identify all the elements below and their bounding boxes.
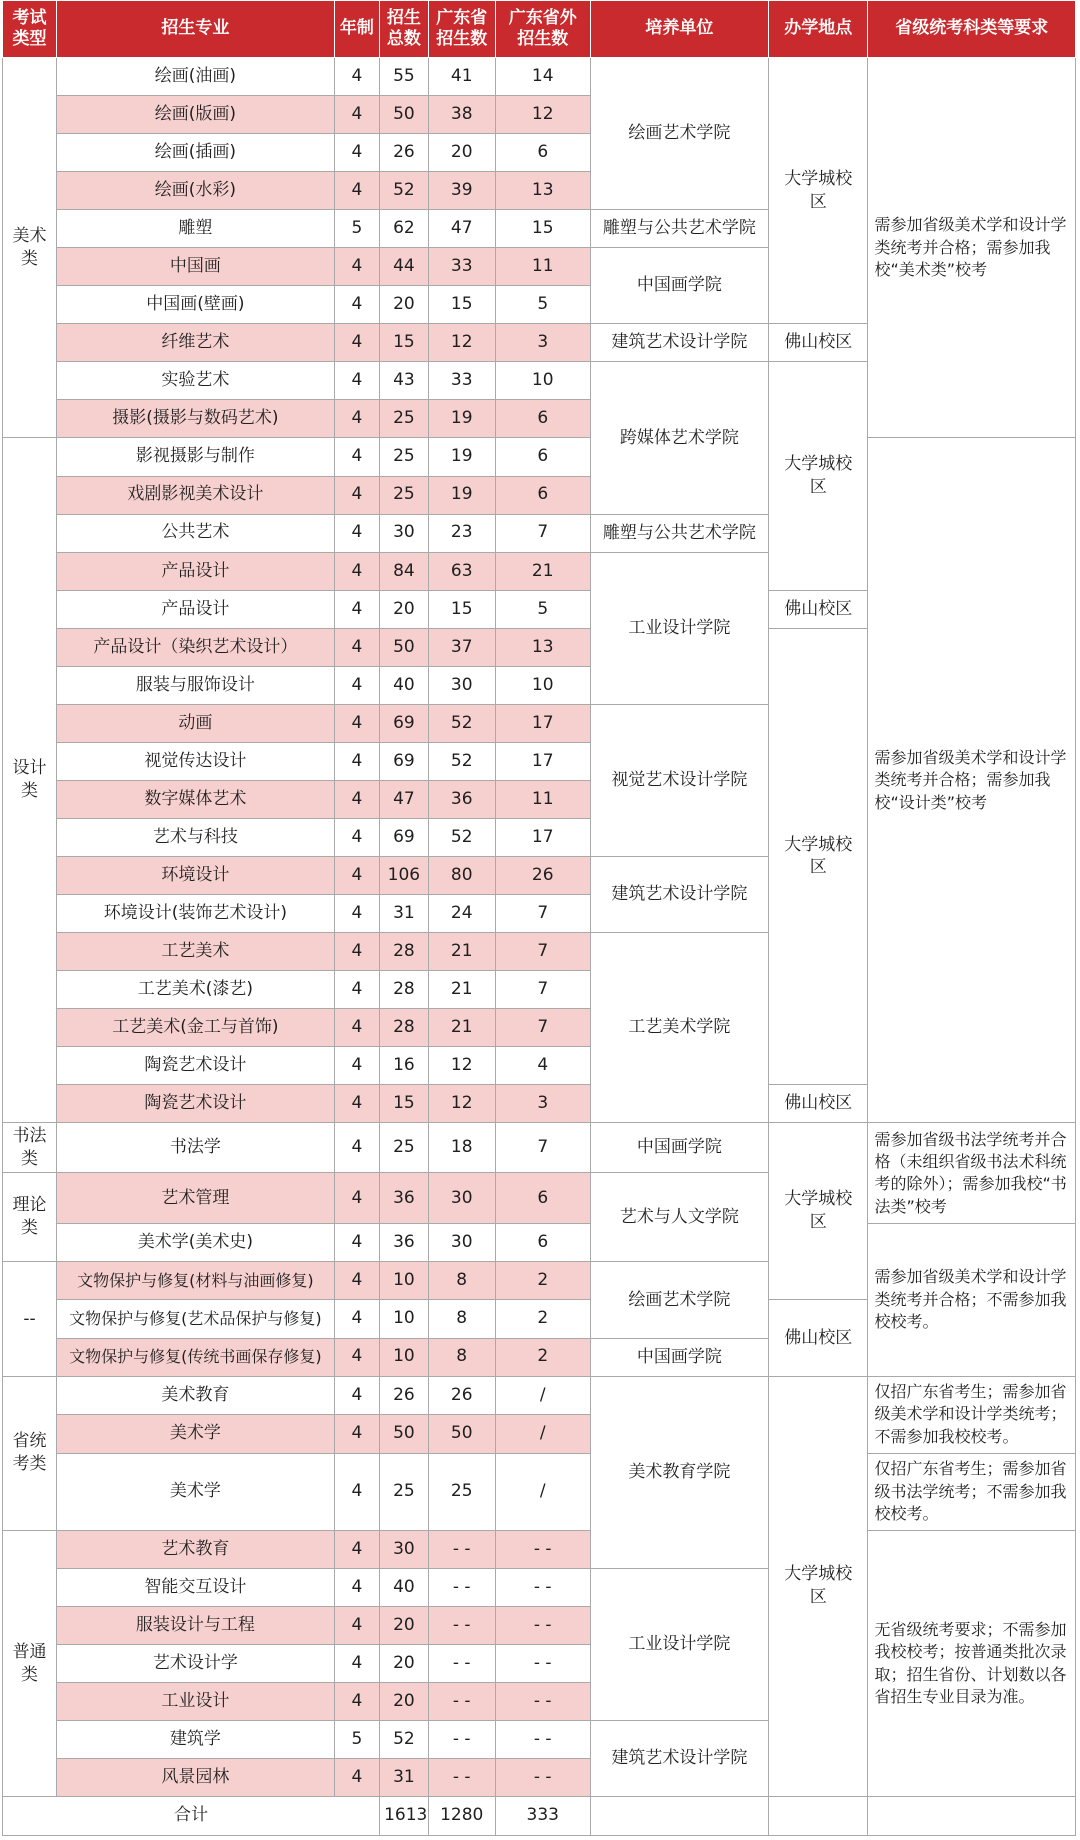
total-cell: 106 [380, 856, 429, 894]
major-cell: 工艺美术(漆艺) [57, 971, 335, 1009]
total-cell: 20 [380, 1683, 429, 1721]
major-cell: 产品设计 [57, 590, 335, 628]
major-cell: 公共艺术 [57, 514, 335, 552]
location-cell: 佛山校区 [769, 590, 868, 628]
outside-guangdong-cell: 2 [495, 1262, 590, 1300]
major-cell: 实验艺术 [57, 362, 335, 400]
outside-guangdong-cell: - - [495, 1683, 590, 1721]
location-cell: 大学城校 区 [769, 1123, 868, 1300]
total-cell: 40 [380, 1568, 429, 1606]
guangdong-cell: 41 [428, 58, 495, 96]
years-cell: 4 [334, 971, 379, 1009]
guangdong-cell: 30 [428, 1173, 495, 1224]
grand-total-guangdong-cell: 1280 [428, 1797, 495, 1836]
total-cell: 47 [380, 780, 429, 818]
total-cell: 69 [380, 704, 429, 742]
years-cell: 4 [334, 1338, 379, 1376]
years-cell: 4 [334, 1047, 379, 1085]
total-cell: 20 [380, 1606, 429, 1644]
outside-guangdong-cell: 2 [495, 1300, 590, 1338]
unit-cell: 视觉艺术设计学院 [590, 704, 768, 856]
outside-guangdong-cell: 7 [495, 1009, 590, 1047]
guangdong-cell: 80 [428, 856, 495, 894]
total-cell: 10 [380, 1338, 429, 1376]
guangdong-cell: 21 [428, 1009, 495, 1047]
exam-type-cell: 书法 类 [3, 1123, 57, 1173]
header-years: 年制 [334, 1, 379, 58]
years-cell: 4 [334, 1085, 379, 1123]
unit-cell: 跨媒体艺术学院 [590, 362, 768, 514]
years-cell: 4 [334, 324, 379, 362]
outside-guangdong-cell: 21 [495, 552, 590, 590]
years-cell: 4 [334, 856, 379, 894]
total-cell: 28 [380, 933, 429, 971]
unit-cell: 中国画学院 [590, 248, 768, 324]
location-cell: 佛山校区 [769, 1085, 868, 1123]
guangdong-cell: - - [428, 1645, 495, 1683]
guangdong-cell: 38 [428, 96, 495, 134]
years-cell: 4 [334, 1645, 379, 1683]
outside-guangdong-cell: 6 [495, 476, 590, 514]
outside-guangdong-cell: 5 [495, 590, 590, 628]
guangdong-cell: 30 [428, 666, 495, 704]
years-cell: 4 [334, 1606, 379, 1644]
major-cell: 纤维艺术 [57, 324, 335, 362]
outside-guangdong-cell: - - [495, 1530, 590, 1568]
outside-guangdong-cell: 7 [495, 895, 590, 933]
total-cell: 25 [380, 1123, 429, 1173]
outside-guangdong-cell: 6 [495, 1173, 590, 1224]
total-cell: 25 [380, 438, 429, 476]
outside-guangdong-cell: 7 [495, 514, 590, 552]
location-cell: 大学城校 区 [769, 628, 868, 1085]
major-cell: 服装与服饰设计 [57, 666, 335, 704]
unit-cell: 美术教育学院 [590, 1376, 768, 1568]
years-cell: 4 [334, 1300, 379, 1338]
outside-guangdong-cell: - - [495, 1645, 590, 1683]
outside-guangdong-cell: 15 [495, 210, 590, 248]
total-cell: 31 [380, 895, 429, 933]
major-cell: 戏剧影视美术设计 [57, 476, 335, 514]
major-cell: 环境设计(装饰艺术设计) [57, 895, 335, 933]
total-cell: 16 [380, 1047, 429, 1085]
requirement-cell: 仅招广东省考生；需参加省级美术学和设计学类统考；不需参加我校校考。 [868, 1376, 1076, 1453]
major-cell: 智能交互设计 [57, 1568, 335, 1606]
years-cell: 5 [334, 210, 379, 248]
table-row [3, 1376, 1076, 1415]
major-cell: 影视摄影与制作 [57, 438, 335, 476]
outside-guangdong-cell: 3 [495, 324, 590, 362]
years-cell: 4 [334, 818, 379, 856]
total-cell: 69 [380, 742, 429, 780]
table-row [3, 1453, 1076, 1530]
unit-cell: 艺术与人文学院 [590, 1173, 768, 1262]
years-cell: 4 [334, 742, 379, 780]
requirement-cell: 无省级统考要求；不需参加我校校考；按普通类批次录取；招生省份、计划数以各省招生专业目录为准。 [868, 1530, 1076, 1796]
major-cell: 工艺美术(金工与首饰) [57, 1009, 335, 1047]
guangdong-cell: 8 [428, 1262, 495, 1300]
total-cell: 30 [380, 514, 429, 552]
total-cell: 26 [380, 1376, 429, 1415]
guangdong-cell: - - [428, 1721, 495, 1759]
outside-guangdong-cell: 6 [495, 400, 590, 438]
guangdong-cell: - - [428, 1759, 495, 1797]
table-body [3, 58, 1076, 1836]
guangdong-cell: - - [428, 1530, 495, 1568]
guangdong-cell: 21 [428, 971, 495, 1009]
guangdong-cell: 33 [428, 248, 495, 286]
outside-guangdong-cell: 2 [495, 1338, 590, 1376]
guangdong-cell: 47 [428, 210, 495, 248]
years-cell: 4 [334, 172, 379, 210]
guangdong-cell: 36 [428, 780, 495, 818]
years-cell: 4 [334, 96, 379, 134]
outside-guangdong-cell: 17 [495, 704, 590, 742]
guangdong-cell: 33 [428, 362, 495, 400]
guangdong-cell: 12 [428, 324, 495, 362]
grand-total-cell: 1613 [380, 1797, 429, 1836]
total-cell: 20 [380, 590, 429, 628]
total-cell: 44 [380, 248, 429, 286]
major-cell: 绘画(插画) [57, 134, 335, 172]
outside-guangdong-cell: 3 [495, 1085, 590, 1123]
unit-cell: 中国画学院 [590, 1338, 768, 1376]
total-cell: 55 [380, 58, 429, 96]
years-cell: 4 [334, 1415, 379, 1454]
total-cell: 26 [380, 134, 429, 172]
guangdong-cell: 25 [428, 1453, 495, 1530]
guangdong-cell: 37 [428, 628, 495, 666]
table-row [3, 58, 1076, 96]
years-cell: 4 [334, 438, 379, 476]
outside-guangdong-cell: - - [495, 1606, 590, 1644]
years-cell: 4 [334, 1262, 379, 1300]
years-cell: 4 [334, 400, 379, 438]
major-cell: 环境设计 [57, 856, 335, 894]
total-cell: 15 [380, 324, 429, 362]
total-cell: 84 [380, 552, 429, 590]
table-row [3, 1224, 1076, 1262]
total-cell: 50 [380, 96, 429, 134]
unit-cell: 工艺美术学院 [590, 933, 768, 1123]
grand-total-outside-cell: 333 [495, 1797, 590, 1836]
total-cell: 36 [380, 1173, 429, 1224]
major-cell: 雕塑 [57, 210, 335, 248]
location-cell: 大学城校 区 [769, 1376, 868, 1797]
years-cell: 4 [334, 362, 379, 400]
years-cell: 4 [334, 628, 379, 666]
major-cell: 陶瓷艺术设计 [57, 1047, 335, 1085]
major-cell: 产品设计（染织艺术设计） [57, 628, 335, 666]
guangdong-cell: 23 [428, 514, 495, 552]
requirement-cell: 需参加省级书法学统考并合格（未组织省级书法术科统考的除外）；需参加我校“书法类”校考 [868, 1123, 1076, 1224]
major-cell: 绘画(水彩) [57, 172, 335, 210]
total-cell: 31 [380, 1759, 429, 1797]
total-cell: 10 [380, 1262, 429, 1300]
requirement-cell: 需参加省级美术学和设计学类统考并合格；需参加我校“设计类”校考 [868, 438, 1076, 1123]
guangdong-cell: 19 [428, 400, 495, 438]
total-empty-unit [590, 1797, 768, 1836]
outside-guangdong-cell: 6 [495, 134, 590, 172]
outside-guangdong-cell: / [495, 1415, 590, 1454]
header-unit: 培养单位 [590, 1, 768, 58]
years-cell: 4 [334, 704, 379, 742]
guangdong-cell: 50 [428, 1415, 495, 1454]
header-major: 招生专业 [57, 1, 335, 58]
exam-type-cell: -- [3, 1262, 57, 1376]
major-cell: 文物保护与修复(材料与油画修复) [57, 1262, 335, 1300]
major-cell: 摄影(摄影与数码艺术) [57, 400, 335, 438]
guangdong-cell: 52 [428, 818, 495, 856]
outside-guangdong-cell: - - [495, 1721, 590, 1759]
outside-guangdong-cell: 4 [495, 1047, 590, 1085]
major-cell: 艺术管理 [57, 1173, 335, 1224]
major-cell: 艺术教育 [57, 1530, 335, 1568]
unit-cell: 建筑艺术设计学院 [590, 1721, 768, 1797]
header-exam-type: 考试 类型 [3, 1, 57, 58]
outside-guangdong-cell: - - [495, 1568, 590, 1606]
major-cell: 工业设计 [57, 1683, 335, 1721]
total-cell: 25 [380, 476, 429, 514]
requirement-cell: 仅招广东省考生；需参加省级书法学统考；不需参加我校校考。 [868, 1453, 1076, 1530]
major-cell: 艺术与科技 [57, 818, 335, 856]
years-cell: 4 [334, 134, 379, 172]
guangdong-cell: 18 [428, 1123, 495, 1173]
exam-type-cell: 普通 类 [3, 1530, 57, 1796]
outside-guangdong-cell: 13 [495, 172, 590, 210]
major-cell: 中国画(壁画) [57, 286, 335, 324]
guangdong-cell: 24 [428, 895, 495, 933]
table-row [3, 1123, 1076, 1173]
outside-guangdong-cell: 7 [495, 1123, 590, 1173]
outside-guangdong-cell: 5 [495, 286, 590, 324]
outside-guangdong-cell: 10 [495, 666, 590, 704]
major-cell: 绘画(版画) [57, 96, 335, 134]
major-cell: 服装设计与工程 [57, 1606, 335, 1644]
outside-guangdong-cell: - - [495, 1759, 590, 1797]
guangdong-cell: 12 [428, 1047, 495, 1085]
guangdong-cell: - - [428, 1683, 495, 1721]
total-label: 合计 [3, 1797, 380, 1836]
total-cell: 10 [380, 1300, 429, 1338]
total-cell: 28 [380, 1009, 429, 1047]
major-cell: 建筑学 [57, 1721, 335, 1759]
guangdong-cell: 15 [428, 286, 495, 324]
major-cell: 数字媒体艺术 [57, 780, 335, 818]
location-cell: 佛山校区 [769, 324, 868, 362]
total-cell: 36 [380, 1224, 429, 1262]
header-requirements: 省级统考科类等要求 [868, 1, 1076, 58]
outside-guangdong-cell: 17 [495, 742, 590, 780]
guangdong-cell: 21 [428, 933, 495, 971]
guangdong-cell: 20 [428, 134, 495, 172]
table-row [3, 438, 1076, 476]
unit-cell: 建筑艺术设计学院 [590, 856, 768, 932]
major-cell: 美术学 [57, 1453, 335, 1530]
guangdong-cell: 52 [428, 704, 495, 742]
guangdong-cell: 63 [428, 552, 495, 590]
major-cell: 文物保护与修复(艺术品保护与修复) [57, 1300, 335, 1338]
location-cell: 佛山校区 [769, 1300, 868, 1376]
guangdong-cell: - - [428, 1606, 495, 1644]
unit-cell: 雕塑与公共艺术学院 [590, 514, 768, 552]
years-cell: 4 [334, 476, 379, 514]
major-cell: 绘画(油画) [57, 58, 335, 96]
major-cell: 美术学 [57, 1415, 335, 1454]
unit-cell: 工业设计学院 [590, 552, 768, 704]
outside-guangdong-cell: 10 [495, 362, 590, 400]
years-cell: 4 [334, 1224, 379, 1262]
location-cell: 大学城校 区 [769, 362, 868, 590]
years-cell: 4 [334, 780, 379, 818]
major-cell: 书法学 [57, 1123, 335, 1173]
guangdong-cell: 19 [428, 476, 495, 514]
major-cell: 美术学(美术史) [57, 1224, 335, 1262]
header-outside-guangdong: 广东省外 招生数 [495, 1, 590, 58]
header-location: 办学地点 [769, 1, 868, 58]
outside-guangdong-cell: 26 [495, 856, 590, 894]
outside-guangdong-cell: 6 [495, 1224, 590, 1262]
exam-type-cell: 设计 类 [3, 438, 57, 1123]
outside-guangdong-cell: / [495, 1376, 590, 1415]
table-row [3, 1530, 1076, 1568]
years-cell: 4 [334, 933, 379, 971]
major-cell: 美术教育 [57, 1376, 335, 1415]
major-cell: 视觉传达设计 [57, 742, 335, 780]
years-cell: 4 [334, 1376, 379, 1415]
years-cell: 5 [334, 1721, 379, 1759]
exam-type-cell: 美术 类 [3, 58, 57, 438]
total-cell: 50 [380, 628, 429, 666]
years-cell: 4 [334, 1173, 379, 1224]
years-cell: 4 [334, 552, 379, 590]
outside-guangdong-cell: 11 [495, 248, 590, 286]
major-cell: 中国画 [57, 248, 335, 286]
outside-guangdong-cell: / [495, 1453, 590, 1530]
total-cell: 20 [380, 286, 429, 324]
guangdong-cell: 30 [428, 1224, 495, 1262]
major-cell: 动画 [57, 704, 335, 742]
outside-guangdong-cell: 6 [495, 438, 590, 476]
outside-guangdong-cell: 14 [495, 58, 590, 96]
guangdong-cell: 15 [428, 590, 495, 628]
total-empty-requirements [868, 1797, 1076, 1836]
unit-cell: 建筑艺术设计学院 [590, 324, 768, 362]
years-cell: 4 [334, 1009, 379, 1047]
years-cell: 4 [334, 1123, 379, 1173]
years-cell: 4 [334, 248, 379, 286]
major-cell: 产品设计 [57, 552, 335, 590]
guangdong-cell: 19 [428, 438, 495, 476]
total-cell: 20 [380, 1645, 429, 1683]
requirement-cell: 需参加省级美术学和设计学类统考并合格；需参加我校“美术类”校考 [868, 58, 1076, 438]
unit-cell: 工业设计学院 [590, 1568, 768, 1720]
years-cell: 4 [334, 590, 379, 628]
guangdong-cell: - - [428, 1568, 495, 1606]
exam-type-cell: 理论 类 [3, 1173, 57, 1262]
guangdong-cell: 52 [428, 742, 495, 780]
years-cell: 4 [334, 1568, 379, 1606]
outside-guangdong-cell: 7 [495, 971, 590, 1009]
major-cell: 陶瓷艺术设计 [57, 1085, 335, 1123]
total-cell: 25 [380, 400, 429, 438]
total-cell: 28 [380, 971, 429, 1009]
requirement-cell: 需参加省级美术学和设计学类统考并合格；不需参加我校校考。 [868, 1224, 1076, 1376]
years-cell: 4 [334, 895, 379, 933]
guangdong-cell: 8 [428, 1338, 495, 1376]
guangdong-cell: 39 [428, 172, 495, 210]
outside-guangdong-cell: 11 [495, 780, 590, 818]
years-cell: 4 [334, 666, 379, 704]
admissions-table [2, 0, 1076, 1836]
location-cell: 大学城校 区 [769, 58, 868, 324]
major-cell: 艺术设计学 [57, 1645, 335, 1683]
unit-cell: 中国画学院 [590, 1123, 768, 1173]
total-cell: 50 [380, 1415, 429, 1454]
years-cell: 4 [334, 286, 379, 324]
guangdong-cell: 26 [428, 1376, 495, 1415]
total-cell: 25 [380, 1453, 429, 1530]
years-cell: 4 [334, 58, 379, 96]
guangdong-cell: 12 [428, 1085, 495, 1123]
major-cell: 风景园林 [57, 1759, 335, 1797]
major-cell: 文物保护与修复(传统书画保存修复) [57, 1338, 335, 1376]
header-total: 招生 总数 [380, 1, 429, 58]
total-row [3, 1797, 1076, 1836]
total-empty-location [769, 1797, 868, 1836]
unit-cell: 绘画艺术学院 [590, 58, 768, 210]
total-cell: 62 [380, 210, 429, 248]
outside-guangdong-cell: 12 [495, 96, 590, 134]
years-cell: 4 [334, 1683, 379, 1721]
total-cell: 40 [380, 666, 429, 704]
exam-type-cell: 省统 考类 [3, 1376, 57, 1530]
header-guangdong: 广东省 招生数 [428, 1, 495, 58]
outside-guangdong-cell: 17 [495, 818, 590, 856]
guangdong-cell: 8 [428, 1300, 495, 1338]
years-cell: 4 [334, 1530, 379, 1568]
years-cell: 4 [334, 1453, 379, 1530]
years-cell: 4 [334, 514, 379, 552]
outside-guangdong-cell: 7 [495, 933, 590, 971]
unit-cell: 绘画艺术学院 [590, 1262, 768, 1338]
years-cell: 4 [334, 1759, 379, 1797]
total-cell: 15 [380, 1085, 429, 1123]
total-cell: 43 [380, 362, 429, 400]
major-cell: 工艺美术 [57, 933, 335, 971]
unit-cell: 雕塑与公共艺术学院 [590, 210, 768, 248]
total-cell: 52 [380, 1721, 429, 1759]
header-row [3, 1, 1076, 58]
outside-guangdong-cell: 13 [495, 628, 590, 666]
total-cell: 52 [380, 172, 429, 210]
total-cell: 30 [380, 1530, 429, 1568]
total-cell: 69 [380, 818, 429, 856]
